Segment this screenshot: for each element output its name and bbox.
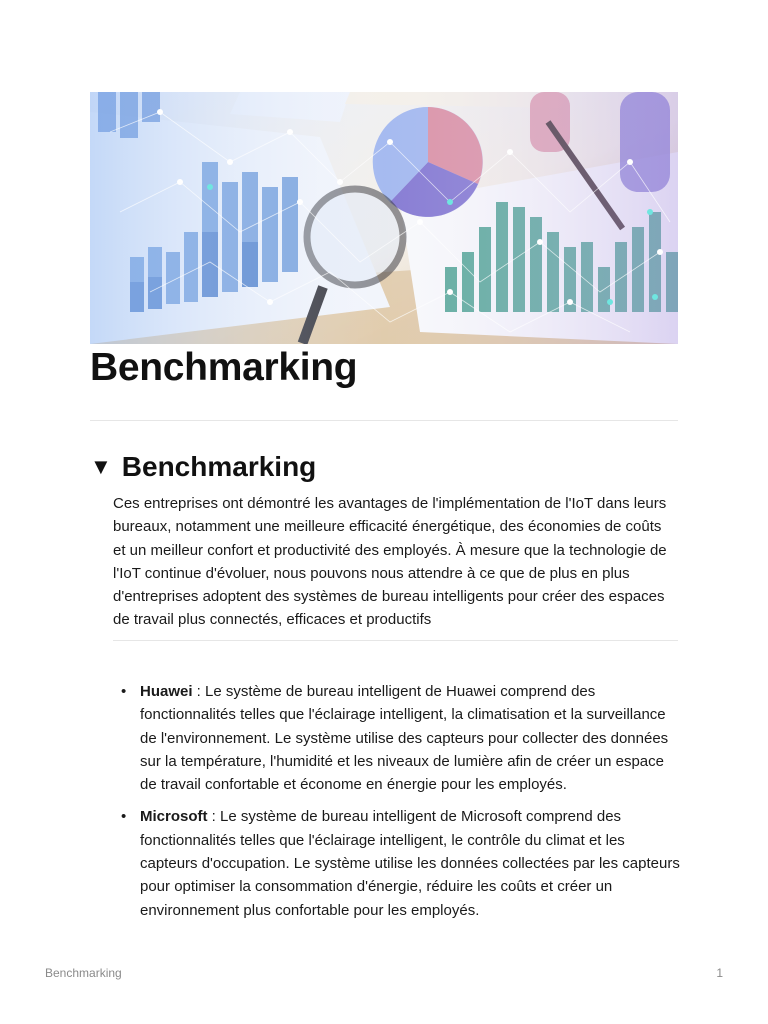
hero-image [90, 92, 678, 344]
list-item [113, 680, 681, 796]
bullet-icon: • [121, 683, 127, 700]
toggle-triangle-icon[interactable]: ▼ [90, 454, 112, 479]
toggle-heading[interactable] [90, 449, 316, 485]
company-name: Huawei [140, 683, 193, 700]
company-list [113, 680, 681, 931]
page-title: Benchmarking [90, 346, 358, 389]
charts-photo-illustration [90, 92, 678, 344]
intro-divider [113, 640, 678, 641]
section-heading: Benchmarking [121, 451, 317, 482]
company-description: : Le système de bureau intelligent de Huawei comprend des fonctionnalités telles que l'éclairage intelligent, la climatisation et la surveillance de l'environnement. Le système utilise des capteurs pour collecter des données sur la température, l'humidité et les niveaux de lumière afin de créer un espace de travail confortable et économe en énergie pour les employés. [140, 683, 669, 794]
list-item [113, 805, 681, 921]
company-name: Microsoft [140, 808, 208, 826]
bullet-icon: • [121, 808, 127, 826]
footer-label: Benchmarking [45, 966, 122, 980]
company-description: : Le système de bureau intelligent de Microsoft comprend des fonctionnalités telles que l'éclairage intelligent, le contrôle du climat et les capteurs d'occupation. Le système utilise les données collectées par les capteurs pour optimiser la consommation d'énergie, réduire les coûts et créer un environnement plus confortable pour les employés. [140, 808, 680, 919]
page-number: 1 [716, 966, 723, 980]
title-divider [90, 420, 678, 421]
intro-paragraph: Ces entreprises ont démontré les avantages de l'implémentation de l'IoT dans leurs bureaux, notamment une meilleure efficacité énergétique, des économies de coûts et un meilleur confort et productivité des employés. À mesure que la technologie de l'IoT continue d'évoluer, nous pouvons nous attendre à ce que de plus en plus d'entreprises adoptent des systèmes de bureau intelligents pour créer des espaces de travail plus connectés, efficaces et productifs [113, 495, 667, 629]
